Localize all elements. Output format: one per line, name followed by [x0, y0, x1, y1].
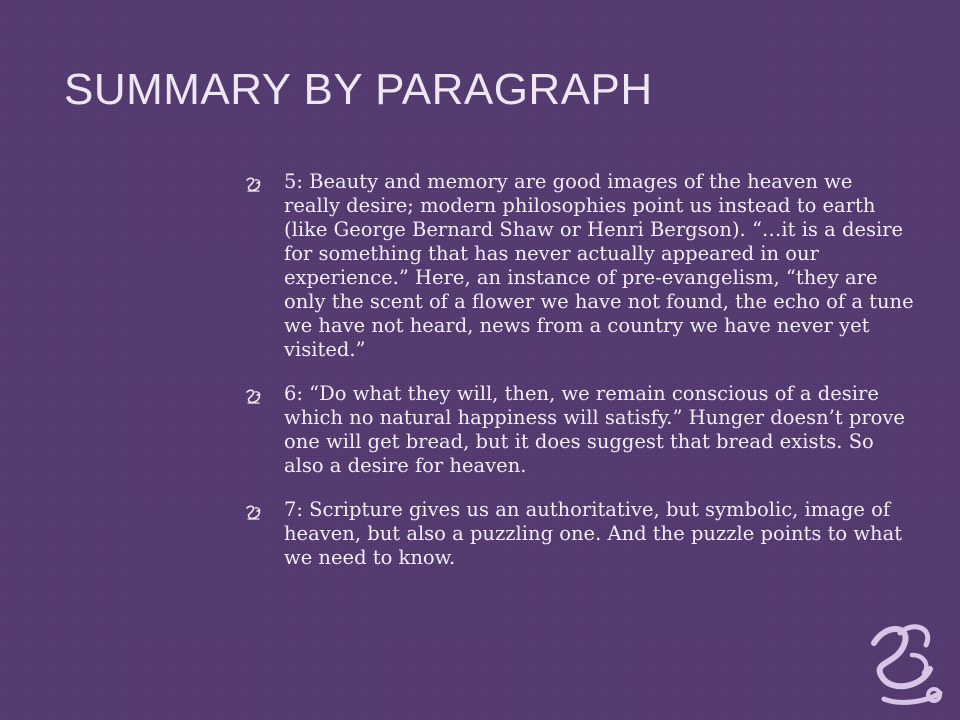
bullet-item: [244, 382, 914, 478]
bullet-text: 7: Scripture gives us an authoritative, but symbolic, image of heaven, but also a puzzling one. And the puzzle points to what we need to know.: [284, 498, 903, 569]
ornate-fleuron-icon: [244, 498, 284, 524]
slide-title: SUMMARY BY PARAGRAPH: [64, 65, 653, 114]
bullet-text: 5: Beauty and memory are good images of the heaven we really desire; modern philosophies point us instead to earth (like George Bernard Shaw or Henri Bergson). “…it is a desire for something that has never actually appeared in our experience.” Here, an instance of pre-evangelism, “they are only the scent of a flower we have not found, the echo of a tune we have not heard, news from a country we have never yet visited.”: [284, 170, 914, 361]
bullet-list: [244, 170, 914, 590]
bullet-text: 6: “Do what they will, then, we remain conscious of a desire which no natural happiness will satisfy.” Hunger doesn’t prove one will get bread, but it does suggest that bread exists. So also a desire for heaven.: [284, 382, 905, 477]
ornate-flourish-icon: [864, 615, 948, 711]
ornate-fleuron-icon: [244, 170, 284, 196]
bullet-item: [244, 170, 914, 362]
ornate-fleuron-icon: [244, 382, 284, 408]
bullet-item: [244, 498, 914, 570]
